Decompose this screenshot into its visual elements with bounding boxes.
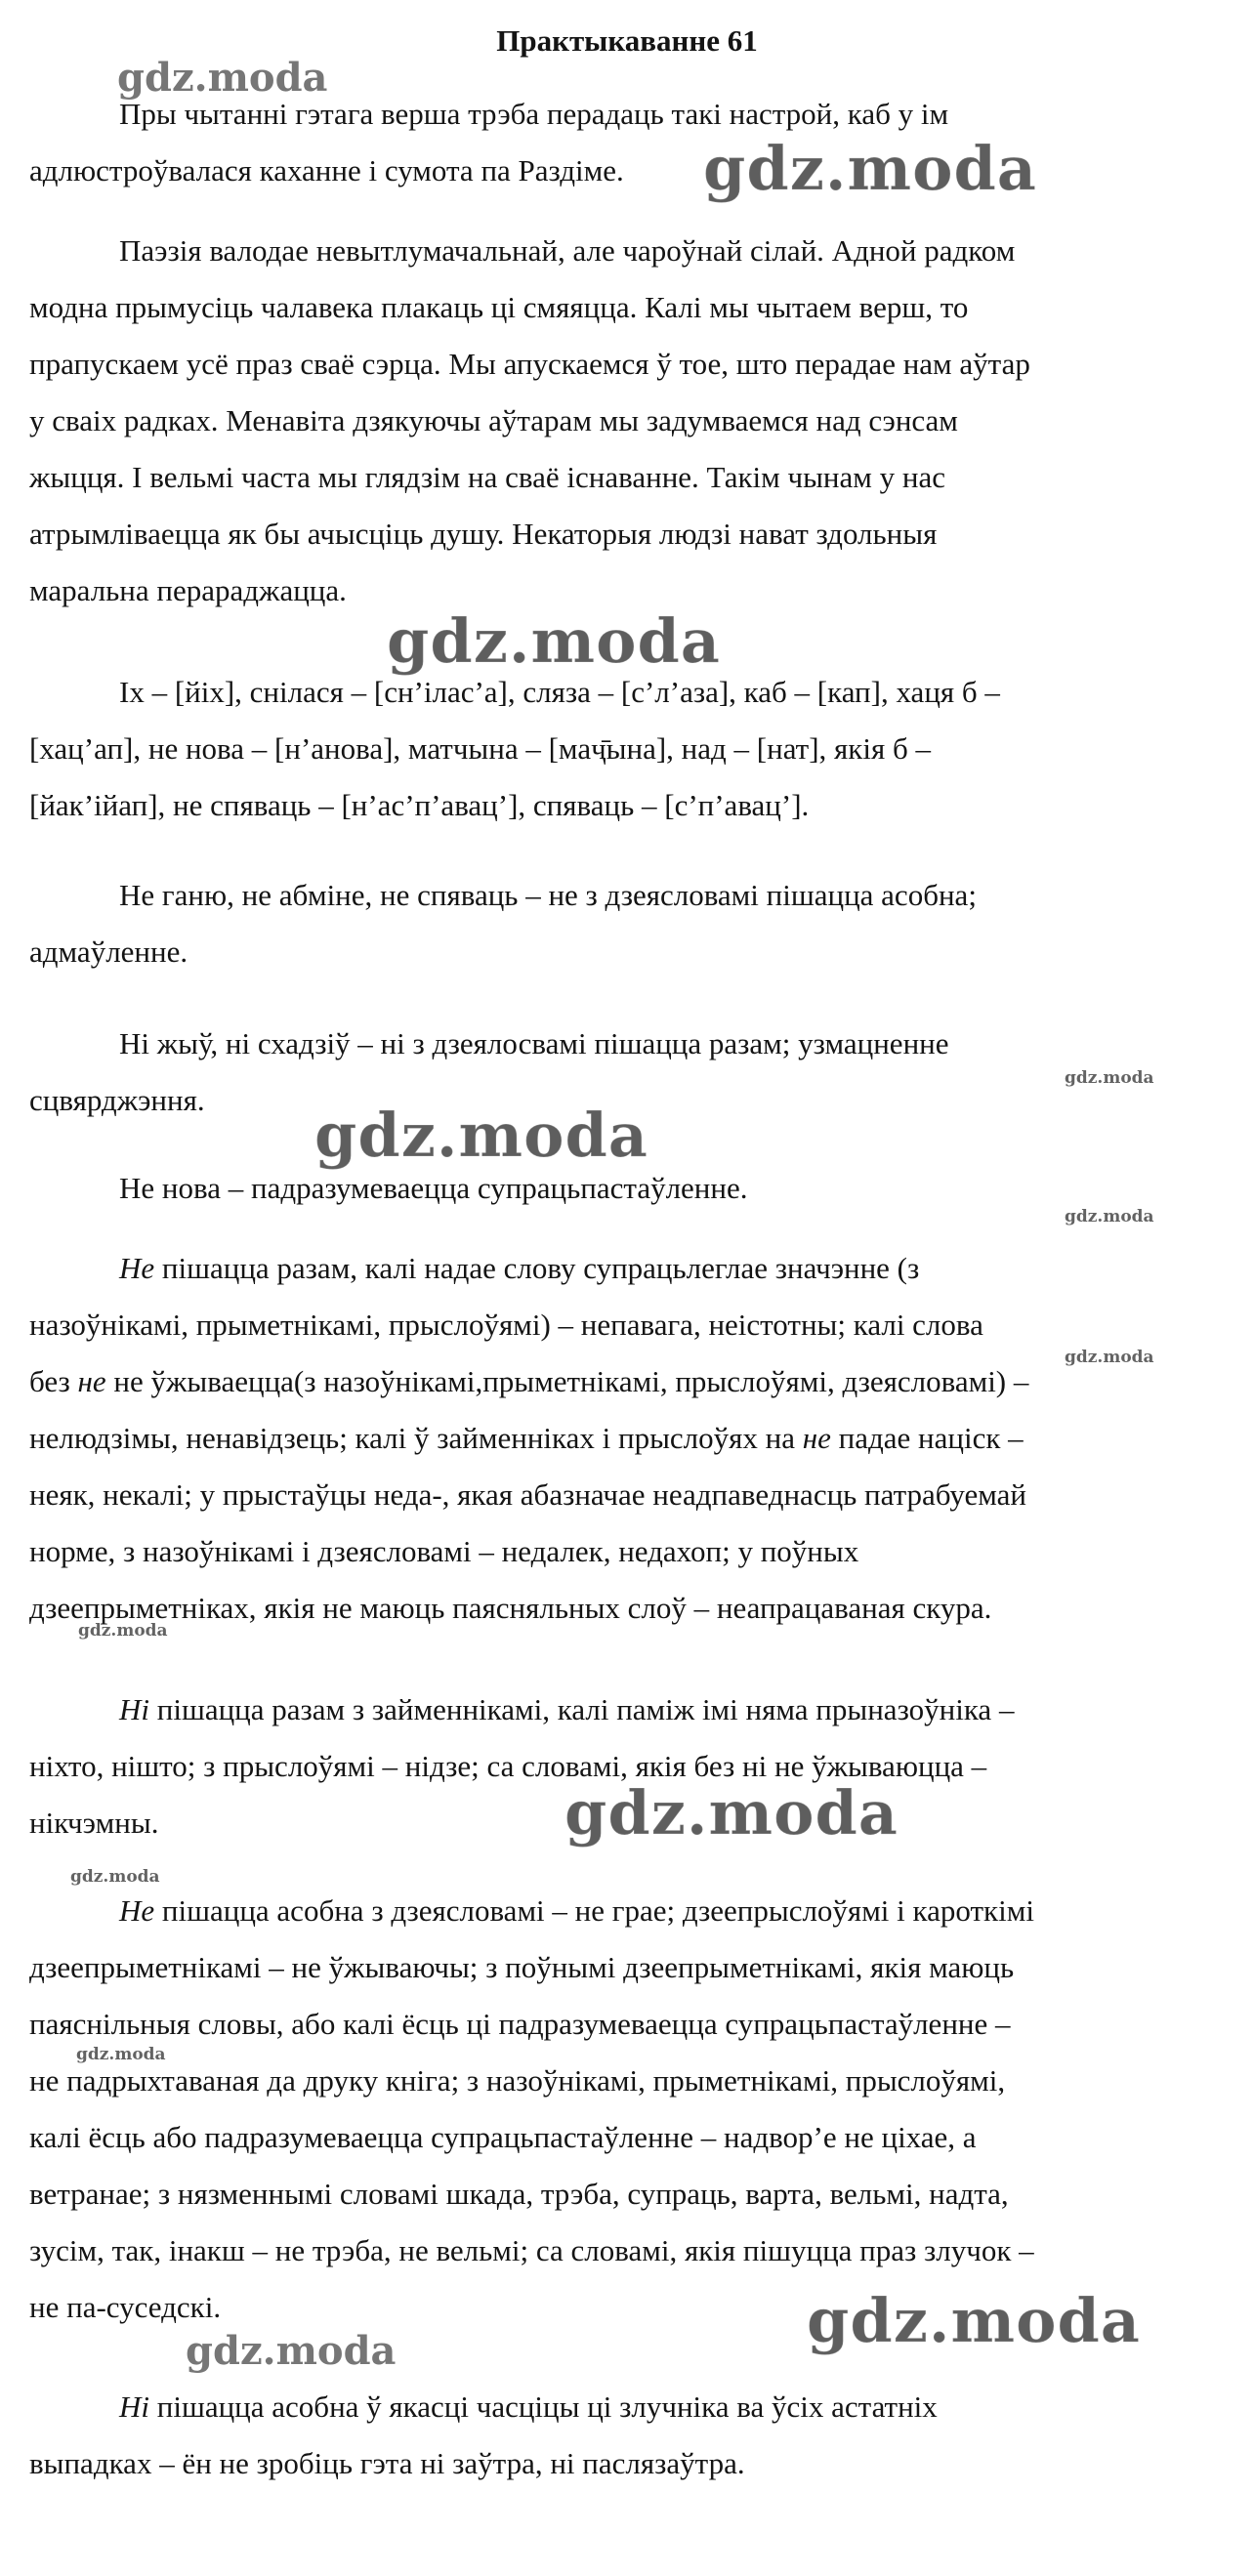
text-line: калі ёсць або падразумеваецца супрацьпастаўленне – надвор’е не ціхае, а (29, 2120, 977, 2154)
emphasis: Не (119, 1893, 155, 1928)
text-run: не ўжываецца(з назоўнікамі,прыметнікамі, прыслоўямі, дзеясловамі) – (105, 1364, 1029, 1398)
text-run: пішацца асобна ў якасці часціцы ці злучніка ва ўсіх астатніх (149, 2389, 938, 2424)
paragraph-7 (29, 1240, 1221, 1637)
paragraph-3 (29, 664, 1221, 834)
text-line: [йак’ійап], не спяваць – [н’ас’п’авац’], спяваць – [с’п’авац’]. (29, 788, 810, 822)
text-line: Не нова – падразумеваецца супрацьпастаўленне. (119, 1171, 748, 1205)
text-line (29, 1883, 1221, 1939)
text-line: нікчэмны. (29, 1806, 159, 1840)
text-line: маральна перараджацца. (29, 573, 347, 607)
text-line: Пры чытанні гэтага верша трэба перадаць такі настрой, каб у ім (119, 97, 949, 131)
watermark: gdz.moda (70, 1867, 160, 1887)
text-line: у сваіх радках. Менавіта дзякуючы аўтарам мы задумваемся над сэнсам (29, 403, 958, 437)
paragraph-4 (29, 867, 1221, 980)
emphasis: не (77, 1364, 106, 1398)
text-line: ніхто, нішто; з прыслоўямі – нідзе; са словамі, якія без ні не ўжываюцца – (29, 1749, 987, 1783)
paragraph-9 (29, 1883, 1221, 2336)
text-run: падае націск – (830, 1421, 1024, 1455)
watermark: gdz.moda (387, 605, 721, 677)
paragraph-10 (29, 2379, 1221, 2492)
watermark: gdz.moda (76, 2045, 166, 2064)
text-line: Не ганю, не абміне, не спяваць – не з дзеясловамі пішацца асобна; (119, 878, 977, 912)
text-line: Паэзія валодае невытлумачальнай, але чароўнай сілай. Адной радком (119, 233, 1016, 268)
watermark: gdz.moda (117, 55, 328, 101)
text-run: пішацца разам, калі надае слову супрацьлеглае значэнне (з (154, 1251, 920, 1285)
page-title: Практыкаванне 61 (496, 23, 758, 58)
text-line (29, 1682, 1221, 1738)
watermark: gdz.moda (1065, 1068, 1154, 1088)
watermark: gdz.moda (703, 133, 1037, 204)
text-line: Ні жыў, ні схадзіў – ні з дзеялосвамі пішацца разам; узмацненне (119, 1026, 949, 1060)
text-line: атрымліваецца як бы ачысціць душу. Некаторыя людзі нават здольныя (29, 517, 938, 551)
text-line (29, 1353, 1221, 1410)
text-line: прапускаем усё праз сваё сэрца. Мы апускаемся ў тое, што перадае нам аўтар (29, 347, 1030, 381)
text-run: без (29, 1364, 78, 1398)
text-line: зусім, так, інакш – не трэба, не вельмі; са словамі, якія пішуцца праз злучок – (29, 2233, 1034, 2267)
text-run: пішацца разам з займеннікамі, калі паміж імі няма прыназоўніка – (149, 1692, 1015, 1726)
emphasis: Не (119, 1251, 155, 1285)
watermark: gdz.moda (314, 1100, 648, 1171)
text-line (29, 1410, 1221, 1467)
text-line: паяснільныя словы, або калі ёсць ці падразумеваецца супрацьпастаўленне – (29, 2007, 1011, 2041)
watermark: gdz.moda (1065, 1207, 1154, 1226)
text-line: ветранае; з нязменнымі словамі шкада, трэба, супраць, варта, вельмі, надта, (29, 2177, 1009, 2211)
text-line: дзеепрыметніках, якія не маюць паясняльных слоў – неапрацаваная скура. (29, 1591, 992, 1625)
paragraph-2 (29, 223, 1221, 619)
watermark: gdz.moda (1065, 1348, 1154, 1367)
watermark: gdz.moda (186, 2328, 397, 2374)
watermark: gdz.moda (78, 1621, 168, 1641)
text-line: неяк, некалі; у прыстаўцы неда-, якая абазначае неадпаведнасць патрабуемай (29, 1477, 1026, 1512)
text-line: [хац’ап], не нова – [н’анова], матчына – [маҷ̄ына], над – [нат], якія б – (29, 731, 932, 766)
text-line: не падрыхтаваная да друку кніга; з назоўнікамі, прыметнікамі, прыслоўямі, (29, 2063, 1006, 2098)
emphasis: не (802, 1421, 831, 1455)
text-line: модна прымусіць чалавека плакаць ці смяяцца. Калі мы чытаем верш, то (29, 290, 969, 324)
text-run: пішацца асобна з дзеясловамі – не грае; дзеепрыслоўямі і кароткімі (154, 1893, 1034, 1928)
text-line: сцвярджэння. (29, 1083, 205, 1117)
paragraph-1 (29, 86, 1221, 199)
watermark: gdz.moda (564, 1777, 899, 1849)
text-line: Іх – [йіх], снілася – [сн’ілас’а], сляза – [с’л’аза], каб – [кап], хаця б – (119, 675, 1000, 709)
text-line: адлюстроўвалася каханне і сумота па Раздіме. (29, 153, 624, 187)
watermark: gdz.moda (807, 2285, 1141, 2356)
text-line: выпадках – ён не зробіць гэта ні заўтра, ні паслязаўтра. (29, 2446, 745, 2480)
emphasis: Ні (119, 1692, 149, 1726)
text-line (29, 2379, 1221, 2435)
text-line: норме, з назоўнікамі і дзеясловамі – недалек, недахоп; у поўных (29, 1534, 859, 1568)
text-line: адмаўленне. (29, 935, 188, 969)
text-line: назоўнікамі, прыметнікамі, прыслоўямі) – непавага, неістотны; калі слова (29, 1308, 983, 1342)
text-run: нелюдзімы, ненавідзець; калі ў займенніках і прыслоўях на (29, 1421, 803, 1455)
emphasis: Ні (119, 2389, 149, 2424)
text-line: дзеепрыметнікамі – не ўжываючы; з поўнымі дзеепрыметнікамі, якія маюць (29, 1950, 1015, 1984)
text-line: не па-суседскі. (29, 2290, 222, 2324)
text-line: жыцця. І вельмі часта мы глядзім на сваё існаванне. Такім чынам у нас (29, 460, 946, 494)
text-line (29, 1240, 1221, 1297)
